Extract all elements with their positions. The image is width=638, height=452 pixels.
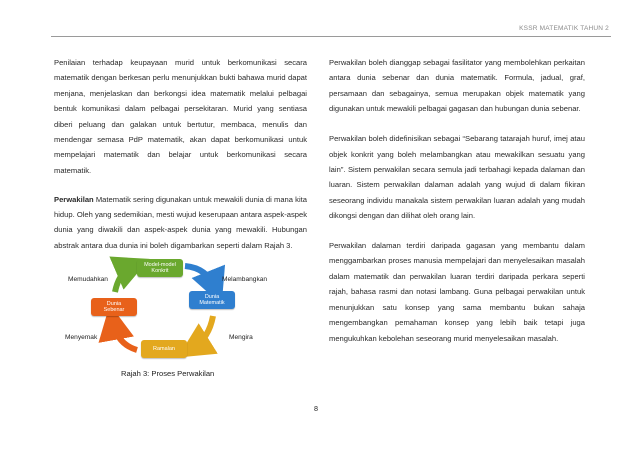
label-mengira: Mengira (229, 334, 253, 341)
figure-caption: Rajah 3: Proses Perwakilan (121, 369, 215, 378)
arrow-menyemak (113, 322, 137, 350)
arrow-memudahkan (115, 266, 133, 292)
left-paragraph-2 (54, 192, 307, 254)
right-paragraph-2: Perwakilan boleh didefinisikan sebagai “Sebarang tatarajah huruf, imej atau objek konkrit yang boleh melambangkan atau mewakilkan sesuatu yang lain”. Sistem perwakilan secara semula jadi terbahagi kepada dalaman dan luaran. Sistem perwakilan dalaman adalah yang wujud di dalam fikiran seseorang individu manakala sistem perwakilan luaran adalah yang mudah dikongsi dengan dan dilihat oleh orang lain. (329, 134, 585, 221)
page-header-title: KSSR MATEMATIK TAHUN 2 (519, 25, 609, 32)
header-divider (51, 36, 611, 37)
left-column (54, 55, 307, 267)
label-menyemak: Menyemak (65, 334, 98, 341)
left-paragraph-1: Penilaian terhadap keupayaan murid untuk berkomunikasi secara matematik dengan berkesan perlu menunjukkan bukti bahawa murid dapat menjana, menjelaskan dan berkongsi idea matematik melalui pelbagai bentuk komunikasi dalam pelbagai persekitaran. Murid yang sentiasa diberi peluang dan galakan untuk bertutur, membaca, menulis dan mendengar semasa PdP matematik, akan dapat berkomunikasi untuk mempelajari matematik dan belajar untuk berkomunikasi secara matematik. (54, 58, 307, 175)
node-dunia-sebenar: Dunia Sebenar (91, 298, 137, 316)
term-perwakilan: Perwakilan (54, 194, 94, 204)
right-paragraph-3: Perwakilan dalaman terdiri daripada gagasan yang membantu dalam menggambarkan proses manusia mempelajari dan menyelesaikan masalah dalam matematik dan perwakilan luaran terdiri daripada perkara seperti rajah, bahasa rasmi dan notasi lambang. Guna pelbagai perwakilan untuk menunjukkan satu konsep yang sama membantu bukan sahaja mengembangkan pemahaman konsep yang lebih baik tetapi juga mengukuhkan kebolehan seseorang murid menyelesaikan masalah. (329, 241, 585, 343)
right-column (329, 55, 585, 360)
label-melambangkan: Melambangkan (222, 276, 268, 283)
node-dunia-matematik: Dunia Matematik (189, 291, 235, 309)
label-memudahkan: Memudahkan (68, 276, 108, 283)
left-paragraph-2-text: Matematik sering digunakan untuk mewakili dunia di mana kita hidup. Oleh yang sedemikian, mesti wujud keserupaan antara aspek-aspek dunia yang diwakili dan aspek-aspek dunia yang mewakili. Hubungan abstrak antara dua dunia ini boleh digambarkan seperti dalam Rajah 3. (54, 194, 307, 250)
node-model-konkrit: Model-model Konkrit (137, 259, 183, 277)
arrow-mengira (193, 316, 213, 348)
right-paragraph-1: Perwakilan boleh dianggap sebagai fasilitator yang membolehkan perkaitan antara dunia sebenar dan dunia matematik. Formula, jadual, graf, persamaan dan sebagainya, semua merupakan objek matematik yang digunakan untuk mewakili pelbagai gagasan dan hubungan dunia sebenar. (329, 58, 585, 114)
page-number: 8 (314, 404, 318, 413)
node-ramalan: Ramalan (141, 340, 187, 358)
representation-process-diagram (63, 256, 303, 366)
arrow-melambangkan (185, 266, 215, 288)
